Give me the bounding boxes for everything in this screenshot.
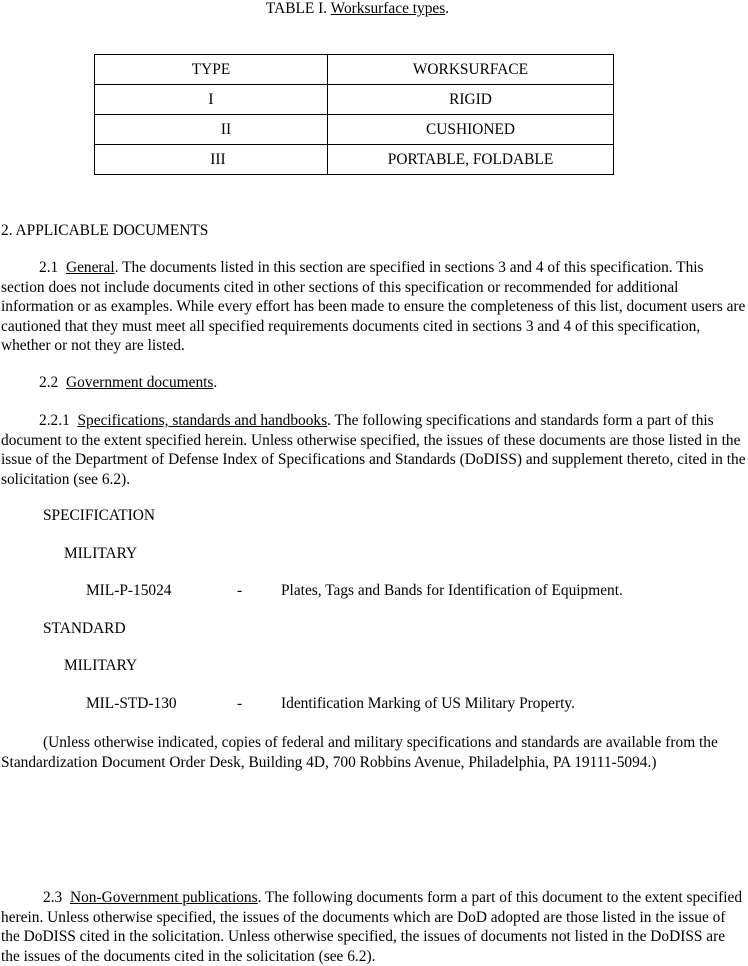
std-doc-dash: - — [237, 695, 243, 712]
availability-note — [1, 733, 747, 772]
table-row — [95, 115, 614, 145]
header-type: TYPE — [95, 55, 328, 85]
spec-military: MILITARY — [64, 545, 138, 562]
para-line1: . The following documents form a part of this document to the extent — [257, 889, 683, 906]
std-doc-title: Identification Marking of US Military Property. — [281, 695, 575, 712]
spec-doc-title: Plates, Tags and Bands for Identification of Equipment. — [281, 582, 623, 599]
paragraph-2-3 — [1, 888, 747, 966]
para-number: 2.1 — [39, 259, 59, 276]
para-body: specification. This section does not include documents cited in other sections of this specification or recommended for additional information or as examples. While every effort has been made to ensure the completeness of this list, document users are cautioned that they must meet all specified requirements documents cited in sections 3 and 4 of this specification, whether or not they are listed. — [1, 259, 746, 355]
para-number: 2.2 — [39, 374, 59, 391]
para-title: Government documents — [65, 374, 214, 391]
paragraph-2-1 — [1, 258, 747, 356]
table-label: TABLE I. — [265, 0, 328, 17]
spec-doc-dash: - — [237, 582, 243, 599]
table-row — [95, 85, 614, 115]
para-body: this document to the extent specified herein. Unless otherwise specified, the issues of these documents are those listed in the issue of the Department of Defense Index of Specifications and Standards (DoDISS) and supplement thereto, cited in the solicitation (see 6.2). — [1, 412, 746, 488]
table-row — [95, 145, 614, 175]
cell-type: III — [95, 145, 328, 175]
para-number: 2.3 — [43, 889, 63, 906]
cell-worksurface: CUSHIONED — [328, 115, 614, 145]
spec-doc-id: MIL-P-15024 — [86, 582, 172, 599]
table-title: TABLE I. Worksurface types. — [265, 0, 450, 17]
para-line1: . The documents listed in this section are specified in sections 3 and 4 of this — [114, 259, 587, 276]
table-title-text: Worksurface types — [330, 0, 446, 17]
std-doc-id: MIL-STD-130 — [86, 695, 177, 712]
cell-type: I — [95, 85, 328, 115]
para-title: Non-Government publications — [69, 889, 258, 906]
spec-heading: SPECIFICATION — [43, 507, 156, 524]
availability-line1: (Unless otherwise indicated, copies of federal and military specifications and standards are available — [43, 734, 662, 751]
paragraph-2-2: 2.2 Government documents. — [39, 374, 218, 391]
para-line1: . The following specifications and standards form a part of — [327, 412, 688, 429]
para-body: specified herein. Unless otherwise specified, the issues of the documents which are DoD adopted are those listed in the issue of the DoDISS cited in the solicitation. Unless otherwise specified, the issues of documents not listed in the DoDISS are the issues of the documents cited in the solicitation (see 6.2). — [1, 889, 743, 965]
table-header-row — [95, 55, 614, 85]
cell-worksurface: RIGID — [328, 85, 614, 115]
cell-worksurface: PORTABLE, FOLDABLE — [328, 145, 614, 175]
para-title: Specifications, standards and handbooks — [77, 412, 328, 429]
std-military: MILITARY — [64, 657, 138, 674]
para-number: 2.2.1 — [39, 412, 70, 429]
para-title: General — [65, 259, 115, 276]
worksurface-table — [94, 54, 614, 175]
availability-body: from the Standardization Document Order Desk, Building 4D, 700 Robbins Avenue, Philadelphia, PA 19111-5094.) — [1, 734, 718, 771]
std-heading: STANDARD — [43, 620, 126, 637]
paragraph-2-2-1 — [1, 411, 747, 489]
section-heading: 2. APPLICABLE DOCUMENTS — [1, 222, 209, 239]
cell-type: II — [95, 115, 328, 145]
header-worksurface: WORKSURFACE — [328, 55, 614, 85]
